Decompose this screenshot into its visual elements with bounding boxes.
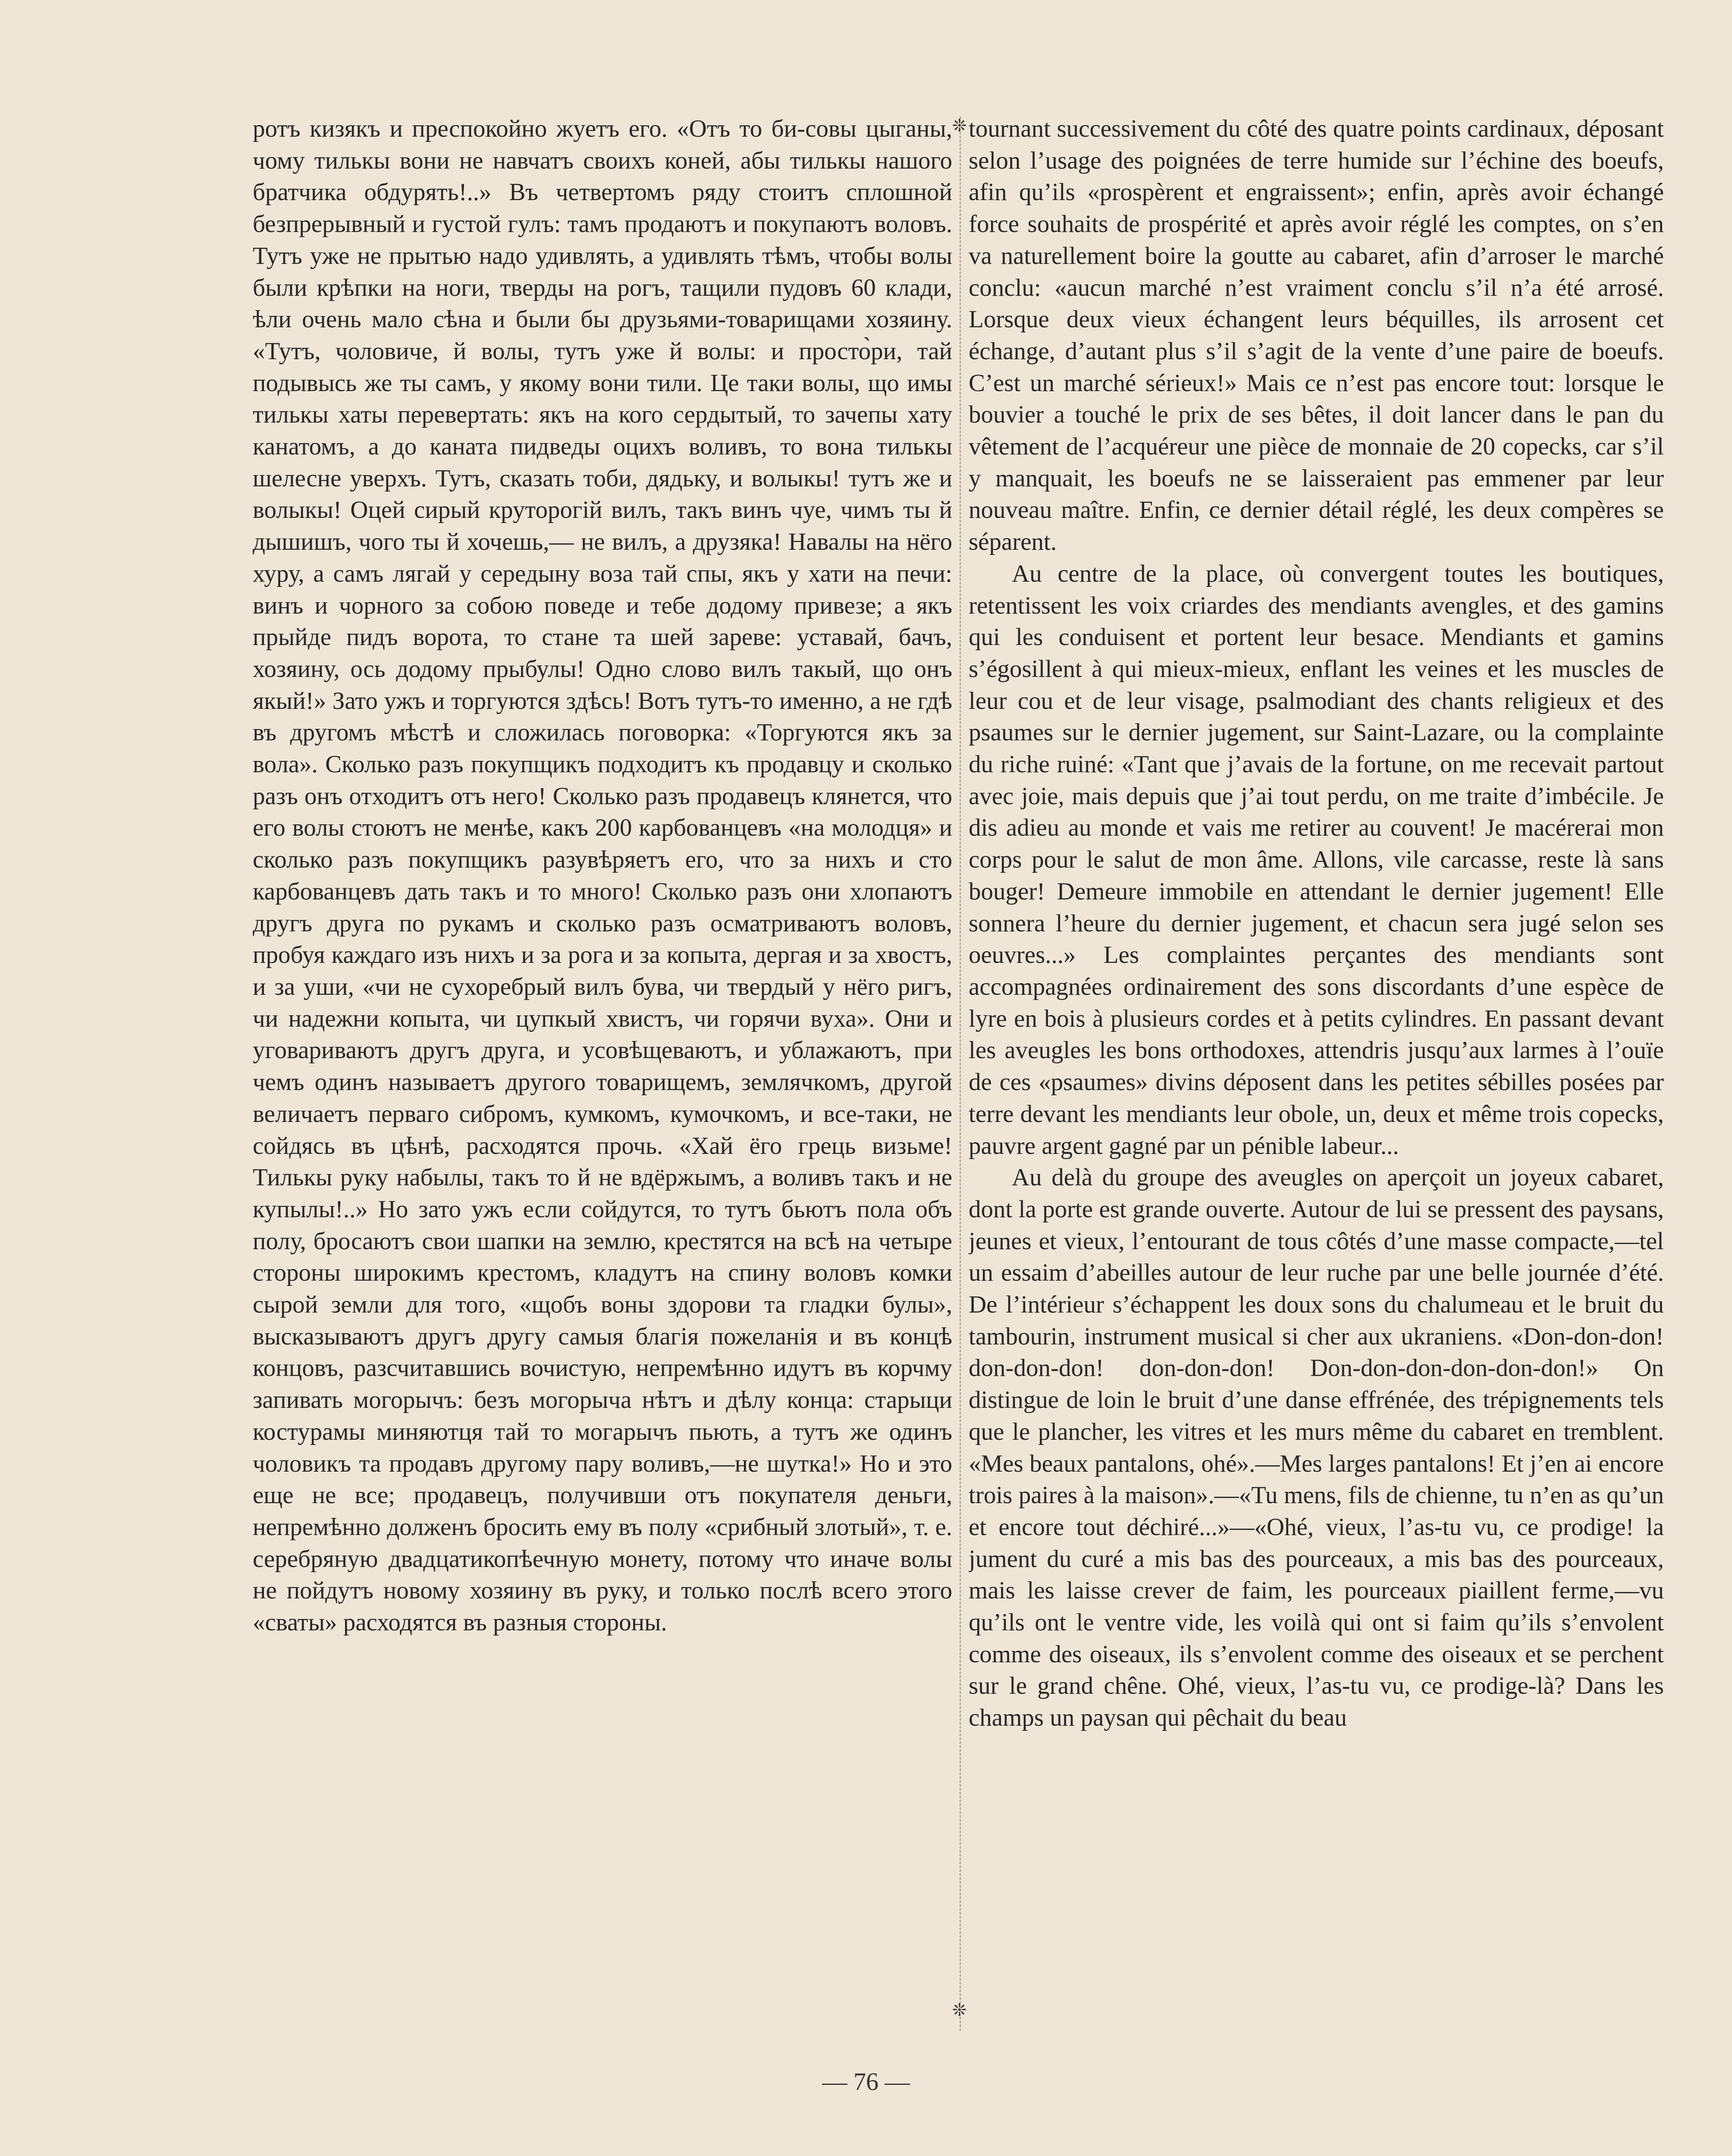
paragraph: ротъ кизякъ и преспокойно жуетъ его. «Отъ то би-совы цыганы, чому тилькы вони не навчатъ своихъ коней, абы тилькы нашого братчика обдурять!..» Въ четвертомъ ряду стоитъ сплошной безпрерывный и густой гулъ: тамъ продаютъ и покупаютъ воловъ. Тутъ уже не прытью надо удивлять, а удивлять тѣмъ, чтобы волы были крѣпки на ноги, тверды на рогъ, тащили пудовъ 60 клади, ѣли очень мало сѣна и были бы друзьями-товарищами хозяину. «Тутъ, чоловиче, й волы, тутъ уже й волы: и просто̀ри, тай подывысь же ты самъ, у якому вони тили. Це таки волы, що имы тилькы хаты перевертать: якъ на кого сердытый, то зачепы хату канатомъ, а до каната пидведы оцихъ воливъ, то вона тилькы шелесне уверхъ. Тутъ, сказать тоби, дядьку, и волыкы! тутъ же и волыкы! Оцей сирый круторогій вилъ, такъ винъ чуе, чимъ ты й дышишъ, чого ты й хочешь,— не вилъ, а друзяка! Навалы на нёго хуру, а самъ лягай у середыну воза тай спы, якъ у хати на печи: винъ и чорного за собою поведе и тебе додому привезе; а якъ прыйде пидъ ворота, то стане та шей зареве: уставай, бачъ, хозяину, ось додому прыбулы! Одно слово вилъ такый, що онъ якый!» Зато ужъ и торгуются здѣсь! Вотъ тутъ-то именно, а не гдѣ въ другомъ мѣстѣ и сложилась поговорка: «Торгуются якъ за вола». Сколько разъ покупщикъ подходитъ къ продавцу и сколько разъ онъ отходитъ отъ него! Сколько разъ продавецъ клянется, что его волы стоютъ не менѣе, какъ 200 карбованцевъ «на молодця» и сколько разъ покупщикъ разувѣряетъ его, что за нихъ и сто карбованцевъ дать такъ и то много! Сколько разъ они хлопаютъ другъ друга по рукамъ и сколько разъ осматриваютъ воловъ, пробуя каждаго изъ нихъ и за рога и за копыта, дергая и за хвостъ, и за уши, «чи не сухоребрый вилъ бува, чи твердый у нёго ригъ, чи надежни копыта, чи цупкый хвистъ, чи горячи вуха». Они и уговариваютъ другъ друга, и усовѣщеваютъ, и ублажаютъ, при чемъ одинъ называетъ другого товарищемъ, землячкомъ, другой величаетъ первагo сибромъ, кумкомъ, кумочкомъ, и все-таки, не сойдясь въ цѣнѣ, расходятся прочь. «Хай ёго грець визьме! Тилькы руку набылы, такъ то й не вдёржымъ, а воливъ такъ и не купылы!..» Но зато ужъ если сойдутся, то тутъ бьютъ пола объ полу, бросаютъ свои шапки на землю, крестятся на всѣ на четыре стороны широкимъ крестомъ, кладутъ на спину воловъ комки сырой земли для того, «щобъ воны здорови та гладки булы», высказываютъ другъ другу самыя благія пожеланія и въ концѣ концовъ, разсчитавшись вочистую, непремѣнно идутъ въ корчму запивать могорычъ: безъ могорыча нѣтъ и дѣлу конца: старыци костурамы миняютця тай то могарычъ пьють, а тутъ же одинъ чоловикъ та продавъ другому пару воливъ,—не шутка!» Но и это еще не все; продавецъ, получивши отъ покупателя деньги, непремѣнно долженъ бросить ему въ полу «срибный злотый», т. е. серебряную двадцатикопѣечную монету, потому что иначе волы не пойдутъ новому хозяину въ руку, и только послѣ всего этого «сваты» расходятся въ разныя стороны. <box>253 115 952 1636</box>
column-divider <box>960 116 961 2031</box>
french-text-column <box>969 113 1664 2019</box>
star-ornament-icon: ❊ <box>952 2000 967 2020</box>
page-number: — 76 — <box>822 2068 910 2096</box>
star-ornament-icon: ❊ <box>952 116 967 136</box>
russian-text-column <box>253 113 952 2019</box>
paragraph: tournant successivement du côté des quatre points cardinaux, déposant selon l’usage des poignées de terre humide sur l’échine des boeufs, afin qu’ils «prospèrent et engraissent»; enfin, après avoir échangé force souhaits de prospérité et après avoir réglé les comptes, on s’en va naturellement boire la goutte au cabaret, afin d’arroser le marché conclu: «aucun marché n’est vraiment conclu s’il n’a été arrosé. Lorsque deux vieux échangent leurs béquilles, ils arrosent cet échange, d’autant plus s’il s’agit de la vente d’une paire de boeufs. C’est un marché sérieux!» Mais ce n’est pas encore tout: lorsque le bouvier a touché le prix de ses bêtes, il doit lancer dans le pan du vêtement de l’acquéreur une pièce de monnaie de 20 copecks, car s’il y manquait, les boeufs ne se laisseraient pas emmener par leur nouveau maître. Enfin, ce dernier détail réglé, les deux compères se séparent. <box>969 115 1664 556</box>
paragraph: Au centre de la place, où convergent toutes les boutiques, retentissent les voix criardes des mendiants avengles, et des gamins qui les conduisent et portent leur besace. Mendiants et gamins s’égosillent à qui mieux-mieux, enflant les veines et les muscles de leur cou et de leur visage, psalmodiant des chants religieux et des psaumes sur le dernier jugement, sur Saint-Lazare, ou la complainte du riche ruiné: «Tant que j’avais de la fortune, on me recevait partout avec joie, mais depuis que j’ai tout perdu, on me traite d’imbécile. Je dis adieu au monde et vais me retirer au couvent! Je macérerai mon corps pour le salut de mon âme. Allons, vile carcasse, reste là sans bouger! Demeure immobile en attendant le dernier jugement! Elle sonnera l’heure du dernier jugement, et chacun sera jugé selon ses oeuvres...» Les complaintes perçantes des mendiants sont accompagnées ordinairement des sons discordants d’une espèce de lyre en bois à plusieurs cordes et à petits cylindres. En passant devant les aveugles les bons orthodoxes, attendris jusqu’aux larmes à l’ouïe de ces «psaumes» divins déposent dans les petites sébilles posées par terre devant les mendiants leur obole, un, deux et même trois copecks, pauvre argent gagné par un pénible labeur... <box>969 560 1664 1159</box>
paragraph: Au delà du groupe des aveugles on aperçoit un joyeux cabaret, dont la porte est grande ouverte. Autour de lui se pressent des paysans, jeunes et vieux, l’entourant de tous côtés d’une masse compacte,—tel un essaim d’abeilles autour de leur ruche par une belle journée d’été. De l’intérieur s’échappent les doux sons du chalumeau et le bruit du tambourin, instrument musical si cher aux ukraniens. «Don-don-don! don-don-don! don-don-don! Don-don-don-don-don-don!» On distingue de loin le bruit d’une danse effrénée, des trépignements tels que le plancher, les vitres et les murs même du cabaret en tremblent. «Mes beaux pantalons, ohé».—Mes larges pantalons! Et j’en ai encore trois paires à la maison».—«Tu mens, fils de chienne, tu n’en as qu’un et encore tout déchiré...»—«Ohé, vieux, l’as-tu vu, ce prodige! la jument du curé a mis bas des pourceaux, a mis bas des pourceaux, mais les laisse crever de faim, les pourceaux piaillent ferme,—vu qu’ils ont le ventre vide, les voilà qui ont si faim qu’ils s’envolent comme des oiseaux, ils s’envolent comme des oiseaux et se perchent sur le grand chêne. Ohé, vieux, l’as-tu vu, ce prodige-là? Dans les champs un paysan qui pêchait du beau <box>969 1164 1664 1732</box>
